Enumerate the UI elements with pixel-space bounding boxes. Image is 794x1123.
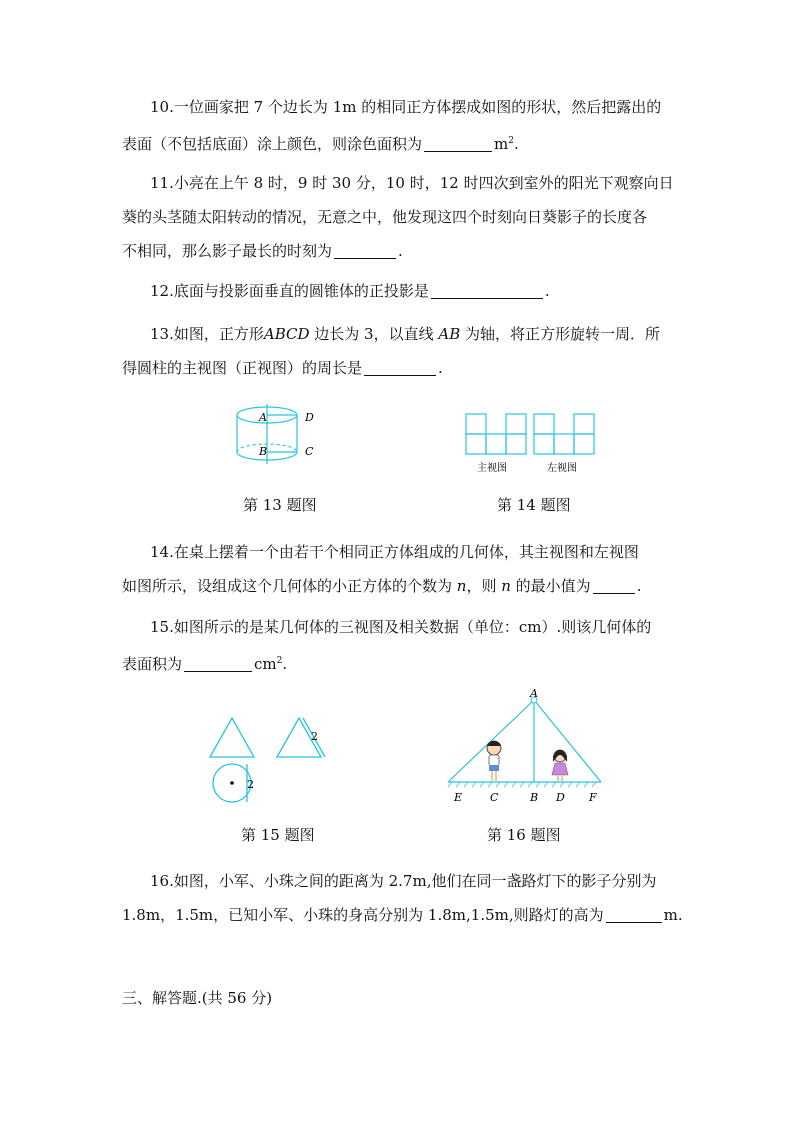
- boy-figure: [487, 741, 501, 781]
- label-a: A: [259, 411, 267, 424]
- point-label-d: D: [556, 791, 565, 804]
- variable-n-2: n: [501, 577, 511, 595]
- question-15-end: .: [282, 655, 288, 673]
- question-13-answer-blank[interactable]: [364, 359, 436, 376]
- variable-n: n: [456, 577, 467, 595]
- figure-15-three-views: [205, 712, 340, 804]
- question-14-text-a: 如图所示，设组成这个几何体的小正方体的个数为: [122, 577, 457, 595]
- girl-figure: [552, 750, 568, 781]
- question-10-line-1: 10.一位画家把 7 个边长为 1m 的相同正方体摆成如图的形状，然后把露出的: [150, 98, 662, 116]
- question-15-answer-blank[interactable]: [184, 655, 252, 672]
- question-14-text-b: ，则: [466, 577, 502, 595]
- question-12: [122, 274, 682, 308]
- left-view-grid: [534, 414, 594, 454]
- question-15-unit: cm: [254, 655, 277, 673]
- question-11-end: .: [398, 242, 403, 260]
- figure-15-caption: 第 15 题图: [241, 826, 315, 844]
- front-view-triangle: [210, 718, 254, 757]
- question-16-line-2: [122, 898, 682, 932]
- label-b: B: [259, 445, 268, 458]
- question-16-text: 1.8m，1.5m，已知小军、小珠的身高分别为 1.8m,1.5m,则路灯的高为: [122, 906, 604, 924]
- point-label-f: F: [589, 791, 597, 804]
- question-10-text: 表面（不包括底面）涂上颜色，则涂色面积为: [122, 135, 423, 153]
- question-11-line-1: 11.小亮在上午 8 时，9 时 30 分，10 时，12 时四次到室外的阳光下观察向日: [150, 174, 674, 192]
- left-view-label: 左视图: [547, 463, 577, 474]
- question-15: [122, 610, 682, 681]
- question-12-text: 12.底面与投影面垂直的圆锥体的正投影是: [150, 282, 429, 300]
- circle-center-dot: [230, 781, 234, 785]
- question-14-end: .: [636, 577, 642, 595]
- question-11-answer-blank[interactable]: [334, 242, 396, 259]
- question-13-text-b: 边长为 3，以直线: [309, 325, 439, 343]
- question-10: [122, 90, 682, 161]
- figure-14-views: [462, 410, 602, 478]
- question-15-line-1: 15.如图所示的是某几何体的三视图及相关数据（单位：cm）.则该几何体的: [150, 618, 652, 636]
- question-11-line-2: 葵的头茎随太阳转动的情况，无意之中，他发现这四个时刻向日葵影子的长度各: [122, 208, 648, 226]
- figure-13-cylinder: [225, 400, 335, 472]
- point-label-e: E: [454, 791, 463, 804]
- question-14: [122, 535, 682, 603]
- figure-16-caption: 第 16 题图: [487, 826, 561, 844]
- question-11-text: 不相同，那么影子最长的时刻为: [122, 242, 333, 260]
- question-14-answer-blank[interactable]: [593, 577, 635, 594]
- question-10-answer-blank[interactable]: [424, 135, 492, 152]
- question-11: [122, 166, 682, 268]
- question-16: [122, 864, 682, 932]
- figure-13-caption: 第 13 题图: [243, 496, 317, 514]
- point-label-a: A: [530, 687, 538, 700]
- section-heading: 三、解答题.(共 56 分): [122, 989, 273, 1007]
- point-label-c: C: [490, 791, 499, 804]
- question-15-line-2: [122, 644, 682, 681]
- question-10-line-2: [122, 124, 682, 161]
- question-14-line-2: [122, 569, 682, 603]
- question-14-line-1: 14.在桌上摆着一个由若干个相同正方体组成的几何体，其主视图和左视图: [150, 543, 639, 561]
- question-12-line-1: [122, 274, 682, 308]
- axis-name: AB: [438, 325, 461, 343]
- question-16-line-1: 16.如图，小军、小珠之间的距离为 2.7m,他们在同一盏路灯下的影子分别为: [150, 872, 657, 890]
- question-10-end: .: [513, 135, 519, 153]
- question-16-unit: m.: [663, 906, 683, 924]
- circle-dimension-label: 2: [247, 778, 254, 791]
- question-10-unit-exponent: 2: [508, 136, 514, 146]
- question-11-line-3: [122, 234, 682, 268]
- question-13-text-c: 为轴，将正方形旋转一周．所: [460, 325, 660, 343]
- figure-14-caption: 第 14 题图: [497, 496, 571, 514]
- question-12-answer-blank[interactable]: [431, 282, 543, 299]
- question-10-unit: m: [494, 135, 509, 153]
- square-name: ABCD: [263, 325, 310, 343]
- question-12-end: .: [544, 282, 550, 300]
- label-c: C: [305, 445, 314, 458]
- point-label-b: B: [530, 791, 539, 804]
- question-13-line-2: [122, 351, 682, 385]
- question-15-text: 表面积为: [122, 655, 183, 673]
- question-13-end: .: [438, 359, 443, 377]
- question-13-line-1: [122, 317, 682, 351]
- question-13-text-d: 得圆柱的主视图（正视图）的周长是: [122, 359, 363, 377]
- question-16-answer-blank[interactable]: [606, 906, 662, 923]
- label-d: D: [305, 411, 314, 424]
- front-view-label: 主视图: [477, 463, 507, 474]
- question-14-text-c: 的最小值为: [510, 577, 591, 595]
- triangle-dimension-label: 2: [311, 730, 318, 743]
- question-13: [122, 317, 682, 385]
- question-15-unit-exponent: 2: [276, 656, 283, 666]
- right-light-ray: [534, 700, 601, 782]
- ground-hatching: [448, 782, 596, 787]
- front-view-grid: [466, 414, 526, 454]
- question-13-text-a: 13.如图，正方形: [150, 325, 264, 343]
- figure-16-lamp-shadow: [444, 686, 614, 806]
